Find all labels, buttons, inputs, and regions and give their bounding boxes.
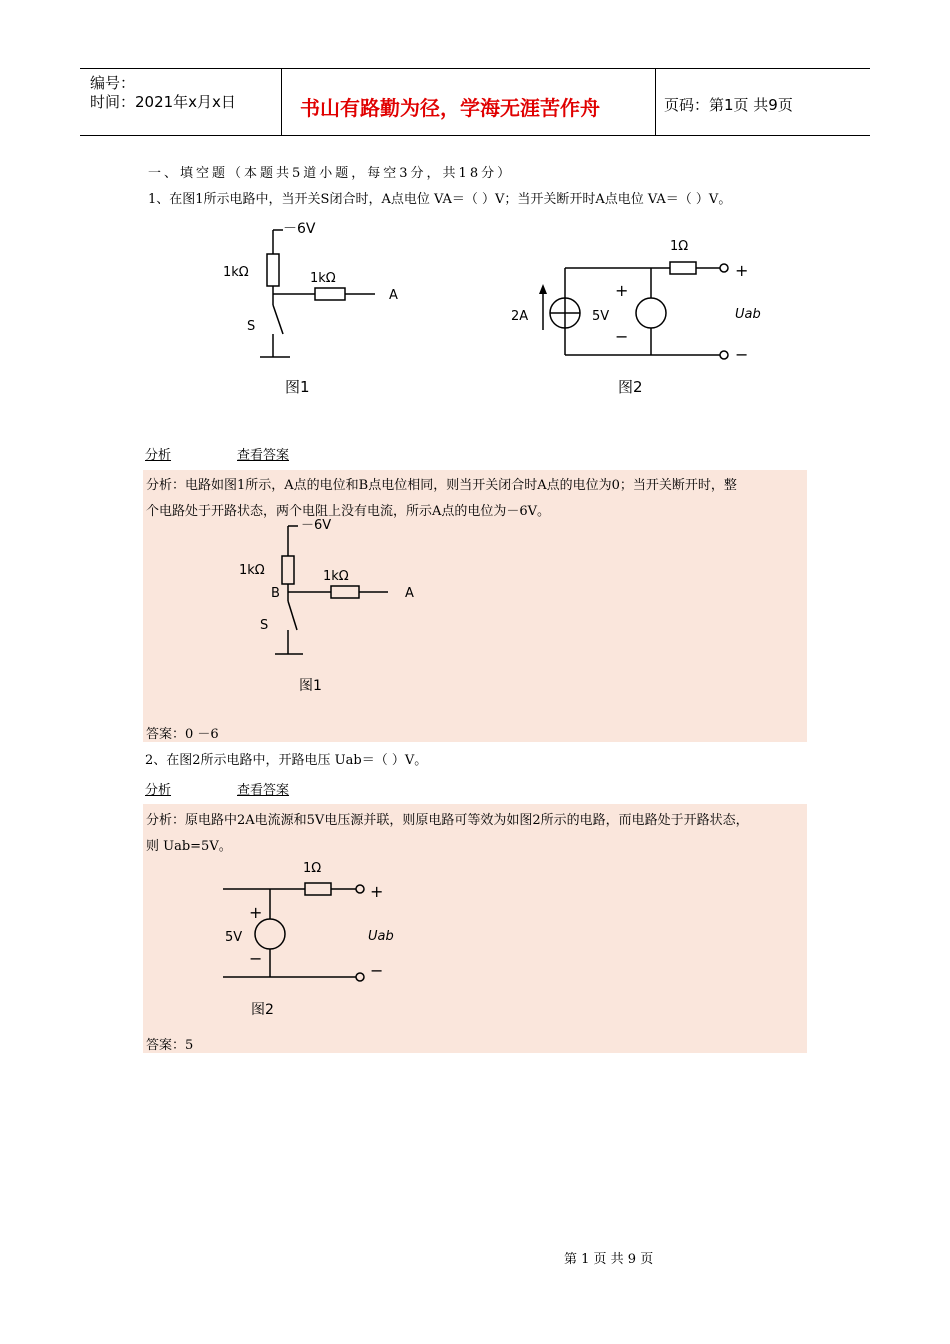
fig2-plus: + (615, 281, 629, 300)
fig1-voltage-label: －6V (283, 221, 316, 237)
q1-answer-link[interactable]: 查看答案 (237, 448, 290, 463)
fig1-node-a-label: A (389, 288, 398, 303)
header-time: 时间：2021年x月x日 (90, 93, 236, 111)
q1-analysis-line2: 个电路处于开路状态，两个电阻上没有电流，所示A点的电位为－6V。 (146, 504, 551, 519)
afig1-r2-label: 1kΩ (323, 569, 349, 584)
page-footer: 第 1 页 共 9 页 (564, 1252, 654, 1267)
afig2-resistor-label: 1Ω (303, 861, 322, 876)
fig2-out-minus: − (735, 345, 749, 364)
fig1-r2-label: 1kΩ (310, 271, 336, 286)
q1-answer: 答案：0 －6 (146, 727, 219, 742)
q2-answer-link[interactable]: 查看答案 (237, 783, 290, 798)
section-title: 一、填空题（本题共5道小题，每空3分，共18分） (148, 166, 514, 181)
header-bottom-rule (80, 135, 870, 136)
afig2-voltage-label: 5V (225, 930, 243, 945)
fig1-caption: 图1 (285, 378, 310, 396)
header-top-rule (80, 68, 870, 69)
fig1-r1-label: 1kΩ (223, 265, 249, 280)
q1-analysis-box (143, 470, 807, 742)
header-motto: 书山有路勤为径，学海无涯苦作舟 (300, 96, 600, 120)
q2-analysis-box (143, 804, 807, 1053)
q2-analysis-link[interactable]: 分析 (145, 783, 172, 798)
afig2-minus: − (249, 949, 263, 968)
header-page: 页码：第1页 共9页 (664, 96, 793, 114)
fig2-minus: − (615, 327, 629, 346)
afig2-caption: 图2 (251, 1002, 274, 1018)
q2-analysis-line1: 分析：原电路中2A电流源和5V电压源并联，则原电路可等效为如图2所示的电路，而电路处于开路状态， (146, 813, 749, 828)
afig2-out-minus: − (370, 961, 384, 980)
fig2-out-plus: + (735, 261, 749, 280)
fig2-voltage-label: 5V (592, 309, 610, 324)
afig1-r1-label: 1kΩ (239, 563, 265, 578)
afig1-voltage-label: －6V (301, 518, 332, 533)
afig2-uab-label: Uab (368, 929, 394, 944)
fig2-current-label: 2A (511, 309, 529, 324)
afig1-caption: 图1 (299, 678, 322, 694)
q1-analysis-link[interactable]: 分析 (145, 448, 172, 463)
afig2-plus: + (249, 903, 263, 922)
afig1-node-a-label: A (405, 586, 414, 601)
q2-answer: 答案：5 (146, 1038, 194, 1053)
fig2-caption: 图2 (618, 378, 643, 396)
header-divider-right (655, 68, 656, 136)
afig2-out-plus: + (370, 882, 384, 901)
q1-analysis-line1: 分析：电路如图1所示，A点的电位和B点电位相同，则当开关闭合时A点的电位为0；当开关断开时，整 (146, 478, 737, 493)
afig1-node-b-label: B (271, 586, 280, 601)
fig2-resistor-label: 1Ω (670, 239, 689, 254)
afig1-switch-label: S (260, 618, 269, 633)
q1-figure1 (215, 212, 415, 402)
q2-analysis-line2: 则 Uab=5V。 (146, 839, 232, 854)
header-divider-left (281, 68, 282, 136)
fig1-switch-label: S (247, 319, 256, 334)
q1-text: 1、在图1所示电路中，当开关S闭合时，A点电位 VA＝（ ）V；当开关断开时A点电位 VA＝（ ）V。 (148, 192, 732, 207)
q2-text: 2、在图2所示电路中，开路电压 Uab＝（ ）V。 (145, 753, 428, 768)
header-number: 编号： (90, 74, 136, 92)
q1-analysis-figure1 (233, 514, 433, 699)
q2-analysis-figure2 (213, 854, 413, 1024)
fig2-uab-label: Uab (735, 307, 761, 322)
q1-figure2 (505, 230, 775, 400)
